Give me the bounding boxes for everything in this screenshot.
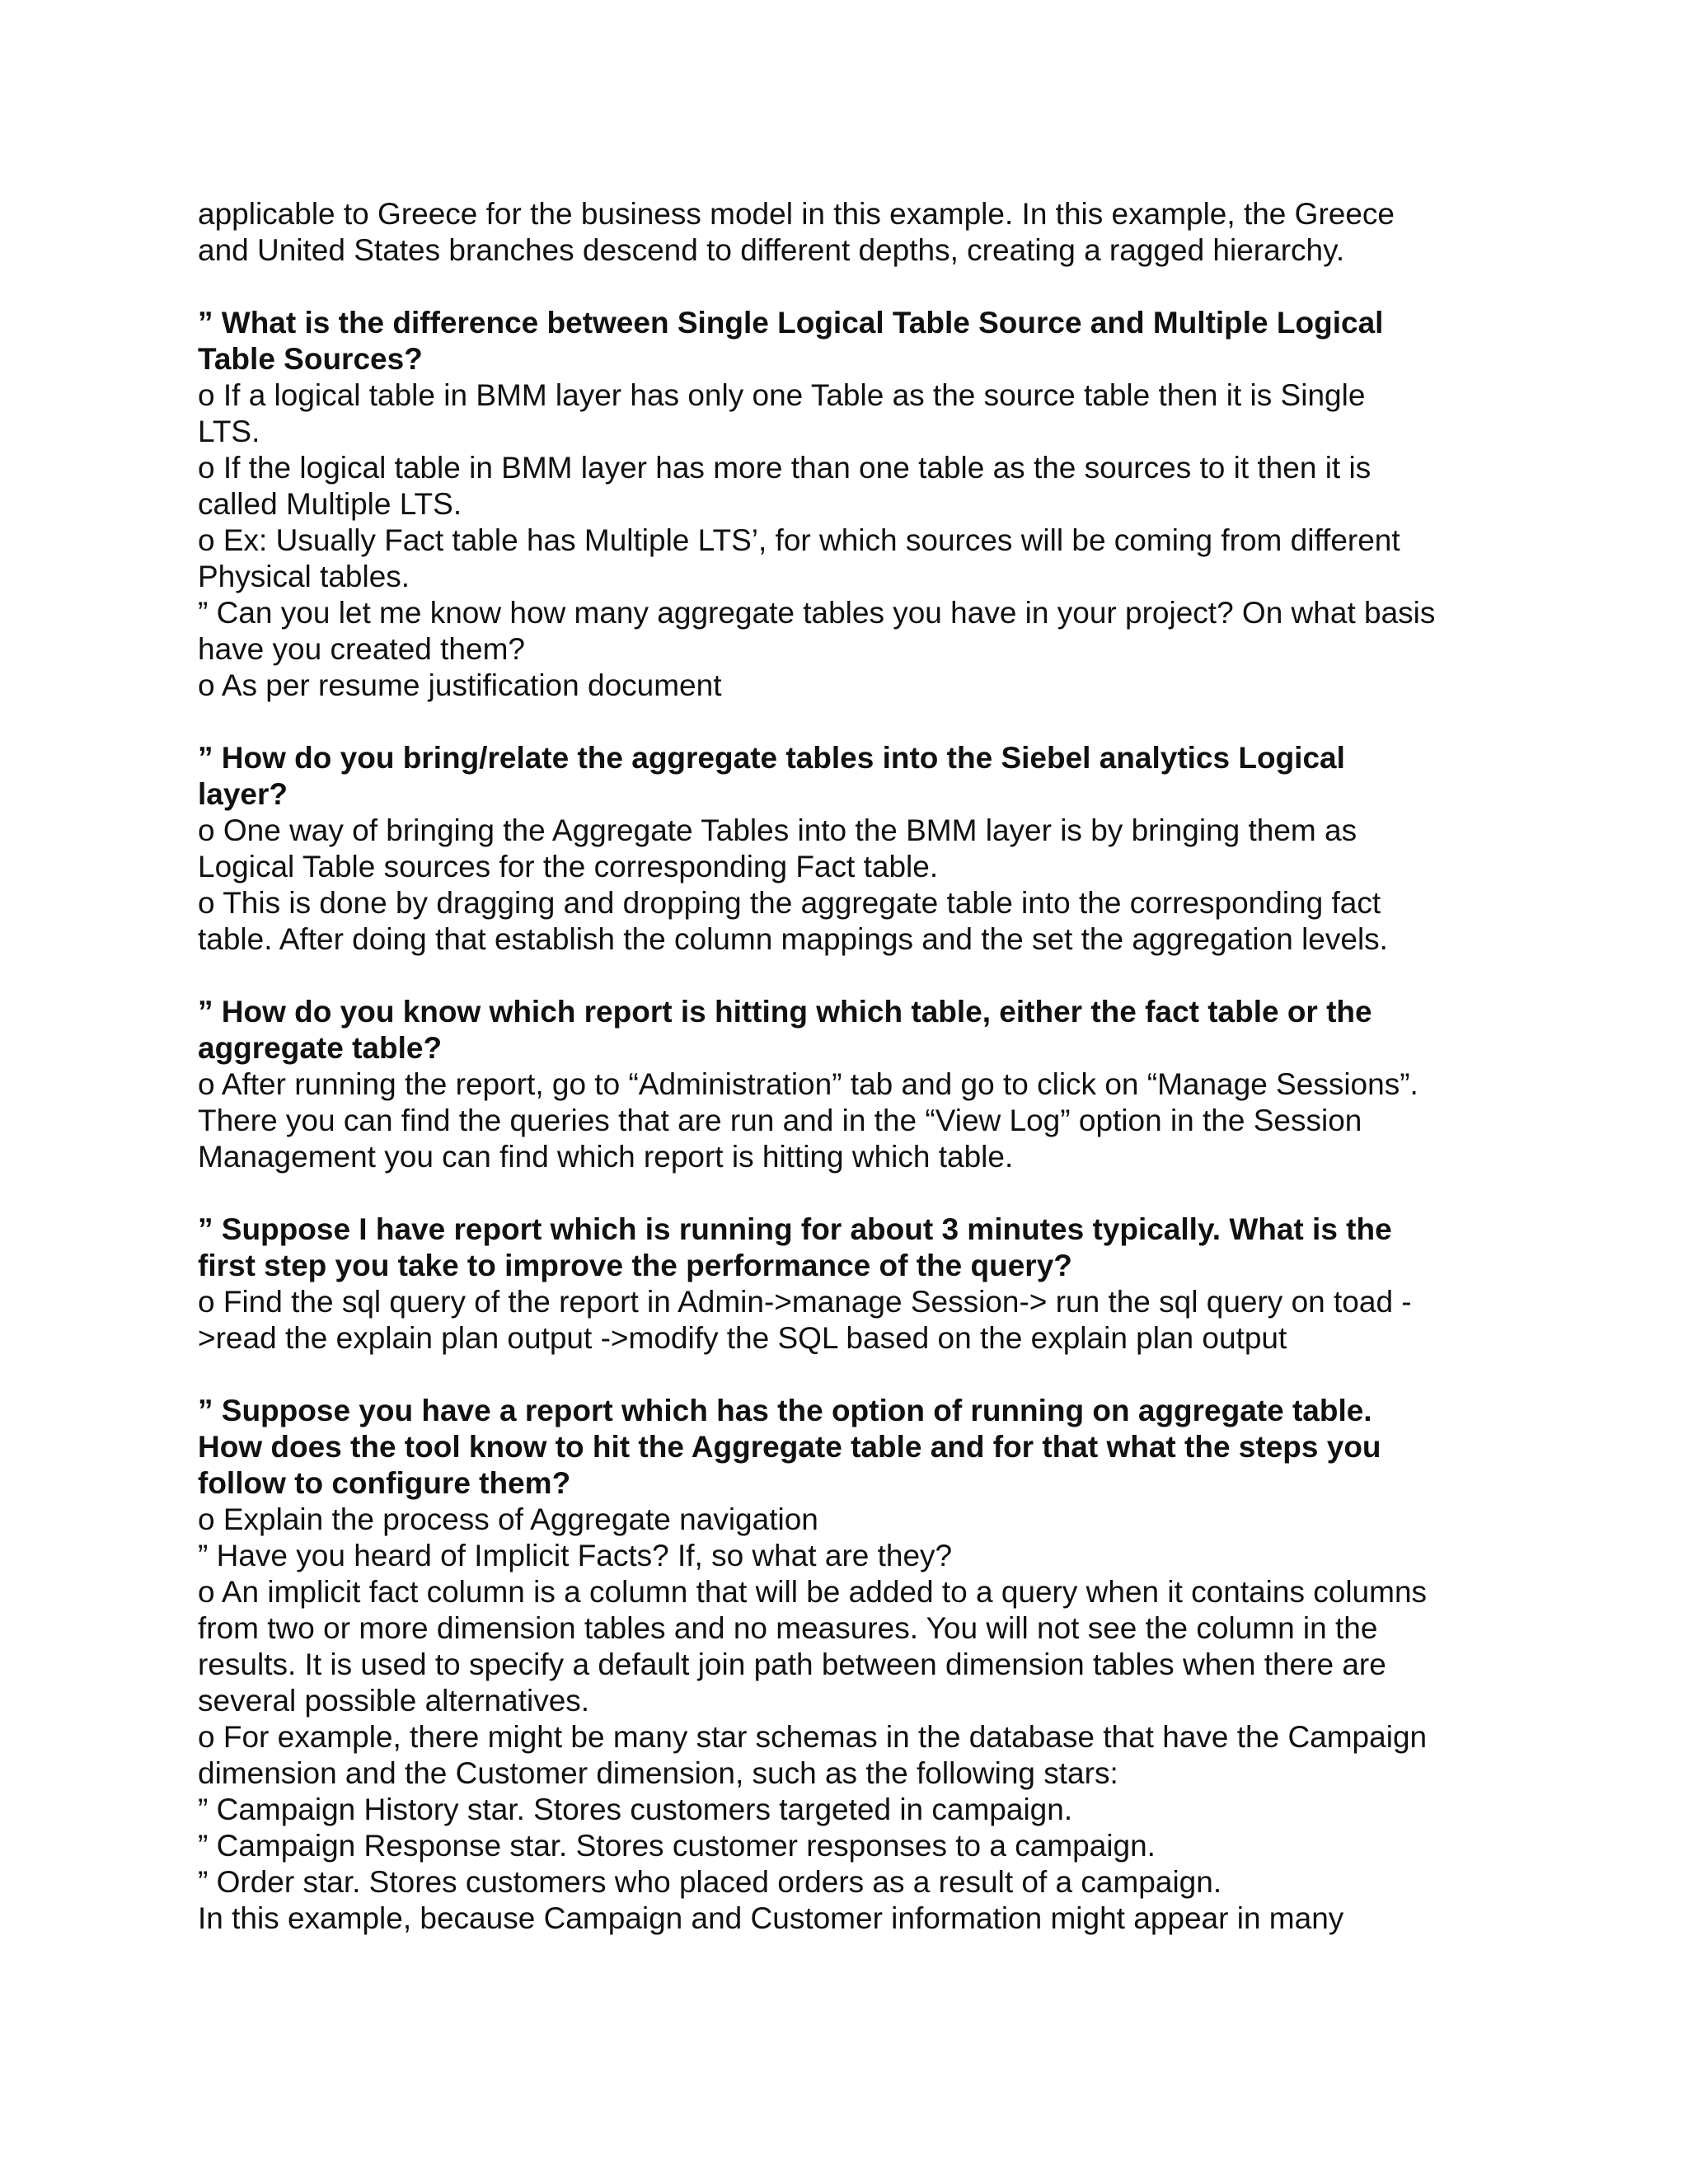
body-text-line: o Find the sql query of the report in Admin->manage Session-> run the sql query on toad - — [198, 1285, 1412, 1319]
question-heading-line: aggregate table? — [198, 1031, 443, 1065]
body-text-line: have you created them? — [198, 632, 525, 666]
body-text-line: from two or more dimension tables and no measures. You will not see the column in the — [198, 1611, 1378, 1645]
paragraph-gap — [198, 1175, 1517, 1212]
body-text-line: applicable to Greece for the business model in this example. In this example, the Greece — [198, 197, 1395, 231]
paragraph-gap — [198, 1357, 1517, 1393]
body-text-line: ” Campaign Response star. Stores customer responses to a campaign. — [198, 1829, 1156, 1863]
body-text-line: several possible alternatives. — [198, 1684, 590, 1718]
body-text-line: LTS. — [198, 415, 260, 448]
body-text-line: ” Order star. Stores customers who placed orders as a result of a campaign. — [198, 1865, 1222, 1899]
body-text-line: o For example, there might be many star schemas in the database that have the Campaign — [198, 1720, 1428, 1754]
question-heading-line: layer? — [198, 777, 288, 811]
body-text-line: table. After doing that establish the column mappings and the set the aggregation levels. — [198, 922, 1388, 956]
body-text-line: Management you can find which report is hitting which table. — [198, 1140, 1014, 1174]
question-heading-line: How does the tool know to hit the Aggregate table and for that what the steps you — [198, 1430, 1381, 1464]
body-text-line: o One way of bringing the Aggregate Tables into the BMM layer is by bringing them as — [198, 813, 1357, 847]
question-heading-line: ” How do you bring/relate the aggregate tables into the Siebel analytics Logical — [198, 741, 1345, 775]
body-text-line: o As per resume justification document — [198, 668, 722, 702]
body-text-line: o Explain the process of Aggregate navigation — [198, 1502, 818, 1536]
body-text-line: ” Can you let me know how many aggregate tables you have in your project? On what basis — [198, 596, 1436, 630]
body-text-line: o An implicit fact column is a column that will be added to a query when it contains columns — [198, 1575, 1428, 1609]
paragraph-gap — [198, 958, 1517, 994]
body-text-line: In this example, because Campaign and Customer information might appear in many — [198, 1901, 1344, 1935]
paragraph-gap — [198, 269, 1517, 305]
question-heading-line: ” Suppose I have report which is running for about 3 minutes typically. What is the — [198, 1212, 1392, 1246]
body-text-line: ” Have you heard of Implicit Facts? If, so what are they? — [198, 1539, 953, 1572]
body-text-line: ” Campaign History star. Stores customers targeted in campaign. — [198, 1793, 1073, 1826]
body-text-line: >read the explain plan output ->modify the SQL based on the explain plan output — [198, 1321, 1287, 1355]
question-heading-line: first step you take to improve the performance of the query? — [198, 1249, 1072, 1282]
body-text-line: Physical tables. — [198, 560, 410, 593]
body-text-line: dimension and the Customer dimension, such as the following stars: — [198, 1756, 1118, 1790]
body-text-line: o After running the report, go to “Administration” tab and go to click on “Manage Sessions”. — [198, 1067, 1418, 1101]
body-text-line: There you can find the queries that are run and in the “View Log” option in the Session — [198, 1104, 1362, 1137]
body-text-line: results. It is used to specify a default join path between dimension tables when there are — [198, 1647, 1386, 1681]
body-text-line: o Ex: Usually Fact table has Multiple LTS’, for which sources will be coming from different — [198, 523, 1400, 557]
body-text-line: o This is done by dragging and dropping the aggregate table into the corresponding fact — [198, 886, 1381, 920]
question-heading-line: follow to configure them? — [198, 1466, 571, 1500]
body-text-line: and United States branches descend to different depths, creating a ragged hierarchy. — [198, 233, 1345, 267]
question-heading-line: ” How do you know which report is hitting which table, either the fact table or the — [198, 995, 1372, 1029]
question-heading-line: Table Sources? — [198, 342, 423, 376]
body-text-line: called Multiple LTS. — [198, 487, 462, 521]
body-text-line: o If a logical table in BMM layer has only one Table as the source table then it is Single — [198, 378, 1366, 412]
page-body-text — [198, 196, 1517, 1937]
question-heading-line: ” What is the difference between Single Logical Table Source and Multiple Logical — [198, 306, 1384, 340]
body-text-line: Logical Table sources for the corresponding Fact table. — [198, 850, 939, 883]
body-text-line: o If the logical table in BMM layer has more than one table as the sources to it then it is — [198, 451, 1372, 485]
paragraph-gap — [198, 704, 1517, 740]
question-heading-line: ” Suppose you have a report which has the option of running on aggregate table. — [198, 1394, 1372, 1427]
